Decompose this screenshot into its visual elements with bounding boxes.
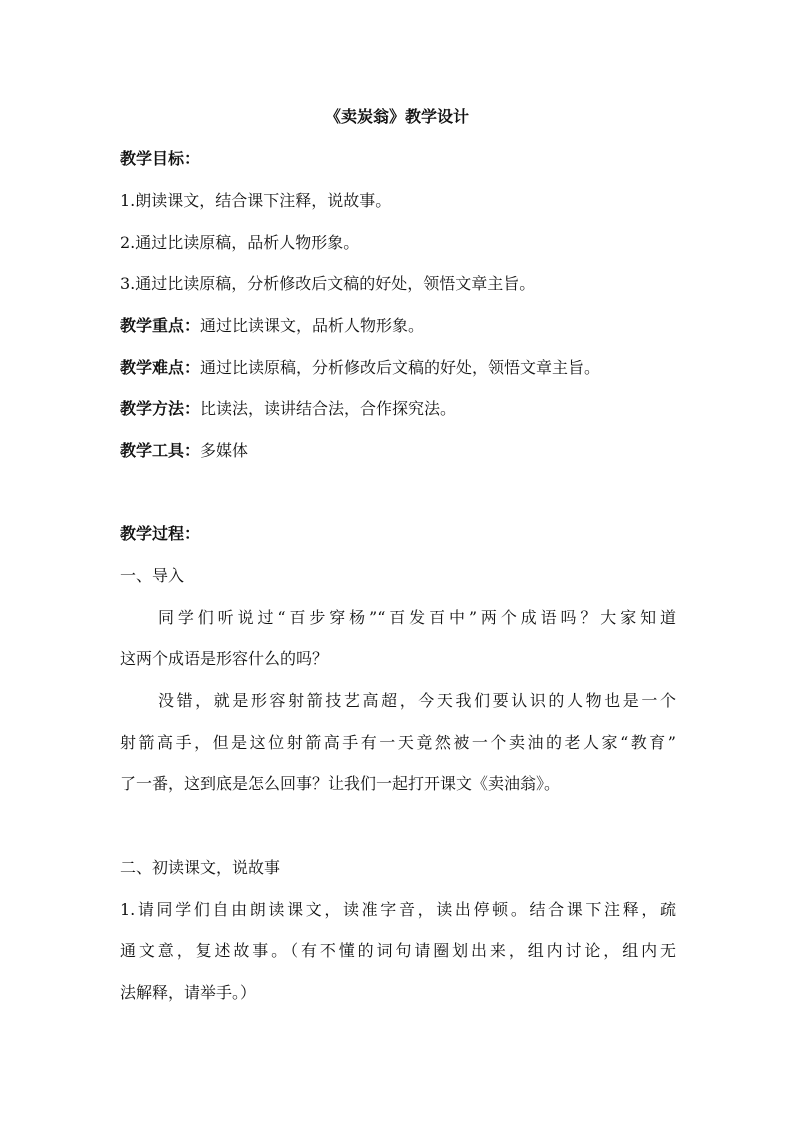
section-2-item-1-line-2: 通文意，复述故事。（有不懂的词句请圈划出来，组内讨论，组内无 [120, 941, 676, 960]
methods-line [120, 397, 456, 421]
difficulty-line [120, 356, 600, 380]
objectives-heading: 教学目标： [120, 149, 201, 168]
section-1-title: 一、导入 [120, 566, 185, 585]
document-title: 《卖炭翁》教学设计 [324, 107, 469, 126]
intro-paragraph-2-line-1: 没错，就是形容射箭技艺高超，今天我们要认识的人物也是一个 [158, 691, 676, 710]
key-point-line [120, 314, 424, 338]
difficulty-label: 教学难点： [120, 358, 201, 377]
intro-paragraph-2-line-3: 了一番，这到底是怎么回事？让我们一起打开课文《卖油翁》。 [120, 774, 561, 793]
process-heading: 教学过程： [120, 524, 201, 543]
tools-text: 多媒体 [200, 441, 249, 460]
intro-paragraph-1-line-2: 这两个成语是形容什么的吗？ [120, 649, 329, 668]
tools-line [120, 439, 248, 463]
methods-text: 比读法，读讲结合法，合作探究法。 [200, 399, 457, 418]
section-2-item-1-line-3: 法解释，请举手。） [120, 983, 257, 1002]
key-point-label: 教学重点： [120, 316, 201, 335]
section-2-item-1-line-1: 1.请同学们自由朗读课文，读准字音，读出停顿。结合课下注释，疏 [120, 900, 676, 919]
difficulty-text: 通过比读原稿，分析修改后文稿的好处，领悟文章主旨。 [200, 358, 601, 377]
methods-label: 教学方法： [120, 399, 201, 418]
key-point-text: 通过比读课文，品析人物形象。 [200, 316, 425, 335]
objective-item-3: 3.通过比读原稿，分析修改后文稿的好处，领悟文章主旨。 [120, 274, 536, 293]
tools-label: 教学工具： [120, 441, 201, 460]
objective-item-1: 1.朗读课文，结合课下注释，说故事。 [120, 191, 392, 210]
objective-item-2: 2.通过比读原稿，品析人物形象。 [120, 233, 360, 252]
intro-paragraph-2-line-2: 射箭高手，但是这位射箭高手有一天竟然被一个卖油的老人家“教育” [120, 733, 676, 752]
intro-paragraph-1-line-1: 同学们听说过“百步穿杨”“百发百中”两个成语吗？大家知道 [158, 608, 676, 627]
section-2-title: 二、初读课文，说故事 [120, 858, 281, 877]
